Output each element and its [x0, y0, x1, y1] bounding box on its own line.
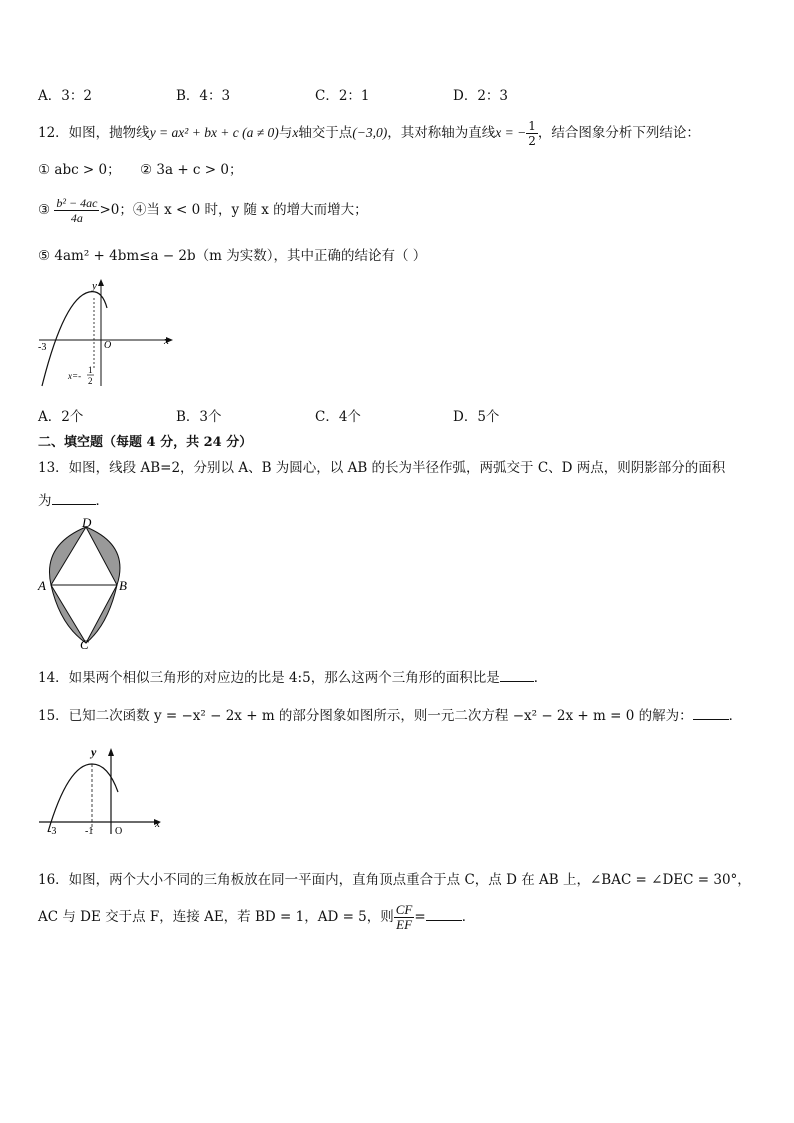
q12-option-d: D．5个	[453, 409, 500, 425]
label-c: C	[80, 637, 89, 650]
q12-graph-y-label: y	[92, 280, 97, 292]
q11-option-c: C．2：1	[315, 88, 370, 104]
q12-stem	[38, 119, 700, 148]
q15-parabola-graph	[36, 742, 166, 837]
section-2-heading: 二、填空题（每题 4 分，共 24 分）	[38, 435, 253, 450]
q12-parabola-graph	[34, 278, 179, 393]
label-b: B	[119, 578, 127, 593]
q16-frac-num: CF	[395, 902, 413, 917]
q13-suffix: ．	[95, 493, 109, 509]
q16-suffix: ．	[461, 909, 476, 925]
q12-graph-sym-label: x=-	[68, 371, 82, 381]
q12-sym-num: 1	[528, 119, 536, 133]
q12-c3-den: 4a	[70, 211, 83, 225]
q12-option-c: C．4个	[315, 409, 361, 425]
q12-prefix: 12．如图，抛物线	[38, 125, 150, 141]
q12-conclusion-5: ⑤ 4am² + 4bm≤a − 2b（m 为实数），其中正确的结论有（ ）	[38, 248, 427, 264]
q12-formula: y = ax² + bx + c (a ≠ 0)	[149, 125, 279, 140]
q16-equals: =	[414, 909, 426, 925]
q16-fraction	[394, 903, 415, 932]
q15-graph-minus3-label: -3	[48, 826, 57, 837]
q13-answer-blank	[52, 492, 96, 505]
q12-graph-sym-num: 1	[88, 365, 93, 375]
q15-answer-blank	[693, 707, 729, 720]
q12-mid: 与	[278, 125, 293, 141]
q12-sym-fraction	[526, 119, 538, 148]
q11-option-d: D．2：3	[453, 88, 509, 104]
q12-point: (−3,0)	[352, 125, 388, 140]
q12-axis-var: x	[292, 125, 299, 140]
q12-conclusion-4: ④当 x < 0 时，y 随 x 的增大而增大；	[132, 202, 368, 218]
q12-c3-fraction	[54, 196, 99, 225]
q16-answer-blank	[426, 908, 462, 921]
q12-option-a: A．2个	[38, 409, 84, 425]
q12-graph-sym-den: 2	[88, 376, 93, 386]
q12-option-b: B．3个	[176, 409, 222, 425]
q12-sym-lhs: x = −	[495, 125, 527, 140]
q12-c3-label: ③	[38, 202, 51, 218]
q14-answer-blank	[500, 669, 534, 682]
q12-mid2: 轴交于点	[298, 125, 353, 141]
q15-suffix: ．	[728, 708, 743, 724]
q15-graph-y-label: y	[91, 745, 97, 759]
q16-line-2	[38, 903, 475, 932]
q12-c3-tail: >0；	[99, 202, 133, 218]
q12-c3-num: b² − 4ac	[56, 196, 98, 210]
q13-line-2	[38, 489, 109, 509]
q14-suffix: ．	[533, 670, 548, 686]
q15-stem	[38, 704, 742, 724]
q16-frac-den: EF	[396, 917, 413, 932]
q12-graph-minus3-label: -3	[38, 342, 47, 353]
q14-text: 14．如果两个相似三角形的对应边的比是 4:5，那么这两个三角形的面积比是	[38, 670, 500, 686]
q11-option-a: A．3：2	[38, 88, 92, 104]
q11-option-b: B．4：3	[176, 88, 231, 104]
q12-conclusion-3-4	[38, 196, 368, 225]
label-a: A	[38, 578, 46, 593]
q14-stem	[38, 666, 547, 686]
q16-line-1: 16．如图，两个大小不同的三角板放在同一平面内，直角顶点重合于点 C，点 D 在 AB 上，∠BAC = ∠DEC = 30°，	[38, 872, 751, 888]
y-axis-arrow-icon	[108, 748, 114, 756]
q12-graph-x-label: x	[164, 335, 169, 347]
q12-graph-origin-label: O	[104, 340, 112, 351]
q12-conclusion-1: ① abc > 0；	[38, 162, 121, 178]
y-axis-arrow-icon	[98, 279, 104, 286]
q12-conclusion-2: ② 3a + c > 0；	[140, 162, 243, 178]
q13-line-1: 13．如图，线段 AB=2，分别以 A、B 为圆心，以 AB 的长为半径作弧，两弧交于 C、D 两点，则阴影部分的面积	[38, 460, 726, 476]
q12-suffix: ，结合图象分析下列结论：	[537, 125, 700, 141]
q12-mid3: ，其对称轴为直线	[387, 125, 496, 141]
q15-graph-minus1-label: -1	[85, 826, 94, 837]
label-d: D	[82, 515, 92, 530]
q13-figure	[34, 515, 134, 650]
q12-sym-den: 2	[528, 134, 536, 148]
q16-prefix: AC 与 DE 交于点 F，连接 AE，若 BD = 1，AD = 5，则	[38, 909, 394, 925]
q13-prefix: 为	[38, 493, 52, 509]
q15-graph-x-label: x	[155, 818, 160, 830]
q15-graph-origin-label: O	[115, 826, 123, 837]
q15-text: 15．已知二次函数 y = −x² − 2x + m 的部分图象如图所示，则一元二次方程 −x² − 2x + m = 0 的解为：	[38, 708, 693, 724]
